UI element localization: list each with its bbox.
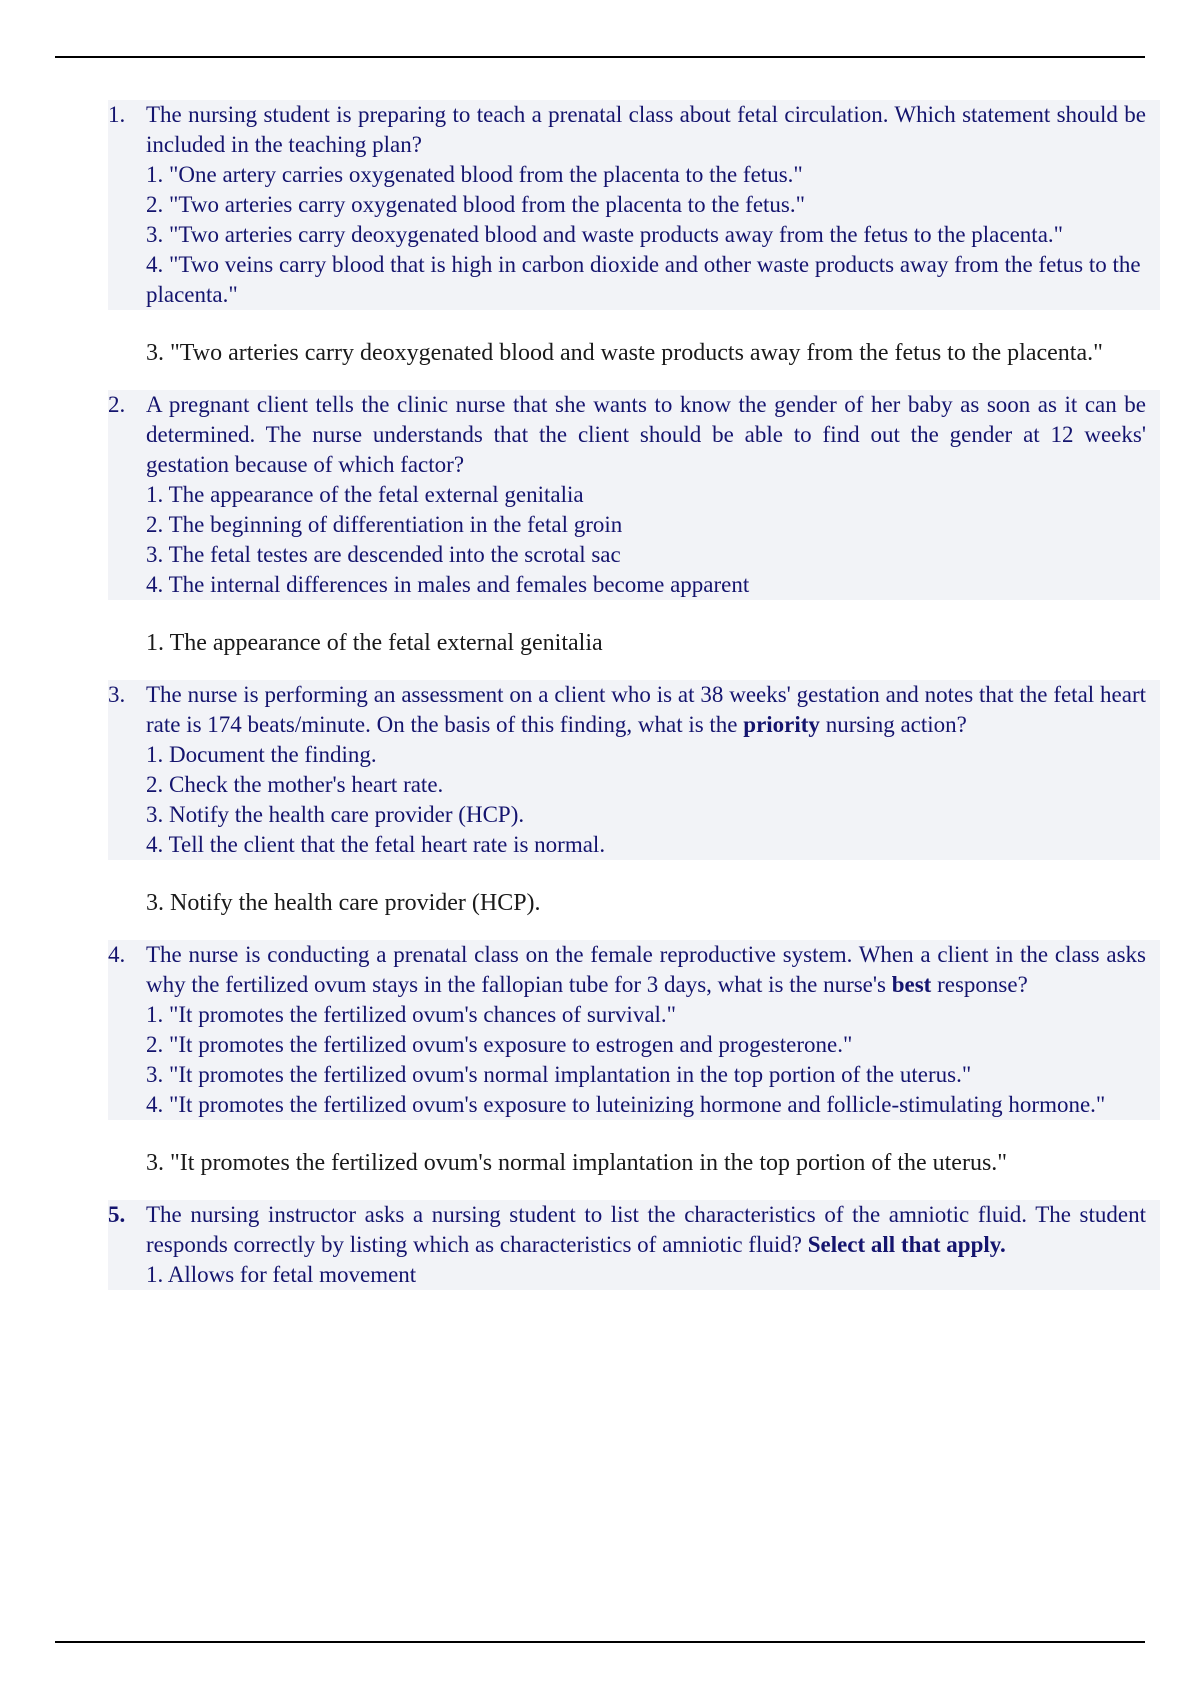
stem-text: The nurse is conducting a prenatal class on the female reproductive system. When a client in the class asks why the fertilized ovum stays in the fallopian tube for 3 days, what is the nurse's [146, 942, 1146, 997]
correct-answer: 3. Notify the health care provider (HCP). [146, 890, 541, 916]
question-4 [108, 940, 1160, 1178]
question-block [108, 100, 1160, 310]
answer-option: 1. The appearance of the fetal external genitalia [146, 482, 584, 507]
question-block [108, 1200, 1160, 1290]
question-number: 1. [108, 102, 126, 127]
question-stem: A pregnant client tells the clinic nurse that she wants to know the gender of her baby as soon as it can be determined. The nurse understands that the client should be able to find out the gender at 12 weeks' gestation because of which factor? [146, 392, 1146, 477]
stem-text: nursing action? [819, 712, 967, 737]
stem-emphasis: Select all that apply. [807, 1232, 1006, 1257]
question-2 [108, 390, 1160, 658]
question-number: 4. [108, 942, 126, 967]
answer-option: 4. Tell the client that the fetal heart rate is normal. [146, 832, 606, 857]
stem-emphasis: priority [743, 712, 820, 737]
question-list [108, 100, 1160, 1312]
answer-option: 3. "It promotes the fertilized ovum's normal implantation in the top portion of the uterus." [146, 1062, 972, 1087]
question-number: 3. [108, 682, 126, 707]
answer-option: 4. The internal differences in males and females become apparent [146, 572, 750, 597]
answer-option: 2. "Two arteries carry oxygenated blood from the placenta to the fetus." [146, 192, 806, 217]
question-stem [146, 680, 1146, 740]
answer-option: 1. Document the finding. [146, 742, 377, 767]
stem-text: The nurse is performing an assessment on a client who is at 38 weeks' gestation and notes that the fetal heart rate is 174 beats/minute. On the basis of this finding, what is the [146, 682, 1146, 737]
question-stem [146, 1200, 1146, 1260]
answer-option: 4. "Two veins carry blood that is high in carbon dioxide and other waste products away from the fetus to the placenta." [146, 252, 1141, 307]
correct-answer: 3. "It promotes the fertilized ovum's normal implantation in the top portion of the uterus." [146, 1150, 1008, 1176]
answer-option: 2. "It promotes the fertilized ovum's exposure to estrogen and progesterone." [146, 1032, 853, 1057]
answer-option: 4. "It promotes the fertilized ovum's exposure to luteinizing hormone and follicle-stimulating hormone." [146, 1092, 1106, 1117]
question-5 [108, 1200, 1160, 1290]
question-1 [108, 100, 1160, 368]
bottom-rule [55, 1641, 1145, 1643]
answer-option: 2. Check the mother's heart rate. [146, 772, 444, 797]
answer-option: 1. "One artery carries oxygenated blood from the placenta to the fetus." [146, 162, 803, 187]
answer-option: 1. "It promotes the fertilized ovum's chances of survival." [146, 1002, 677, 1027]
question-stem [146, 940, 1146, 1000]
question-stem: The nursing student is preparing to teach a prenatal class about fetal circulation. Which statement should be included in the teaching plan? [146, 102, 1146, 157]
correct-answer: 1. The appearance of the fetal external genitalia [146, 630, 603, 656]
answer-option: 1. Allows for fetal movement [146, 1262, 417, 1287]
stem-text: The nursing instructor asks a nursing student to list the characteristics of the amniotic fluid. The student responds correctly by listing which as characteristics of amniotic fluid? [146, 1202, 1146, 1257]
top-rule [55, 56, 1145, 58]
answer-option: 3. The fetal testes are descended into the scrotal sac [146, 542, 621, 567]
question-block [108, 940, 1160, 1120]
answer-option: 3. "Two arteries carry deoxygenated blood and waste products away from the fetus to the placenta." [146, 222, 1064, 247]
question-3 [108, 680, 1160, 918]
stem-emphasis: best [891, 972, 932, 997]
correct-answer: 3. "Two arteries carry deoxygenated blood and waste products away from the fetus to the placenta." [146, 340, 1103, 366]
stem-text: response? [931, 972, 1028, 997]
question-block [108, 390, 1160, 600]
answer-option: 2. The beginning of differentiation in the fetal groin [146, 512, 623, 537]
question-number: 5. [108, 1202, 126, 1227]
answer-option: 3. Notify the health care provider (HCP). [146, 802, 525, 827]
question-block [108, 680, 1160, 860]
question-number: 2. [108, 392, 126, 417]
